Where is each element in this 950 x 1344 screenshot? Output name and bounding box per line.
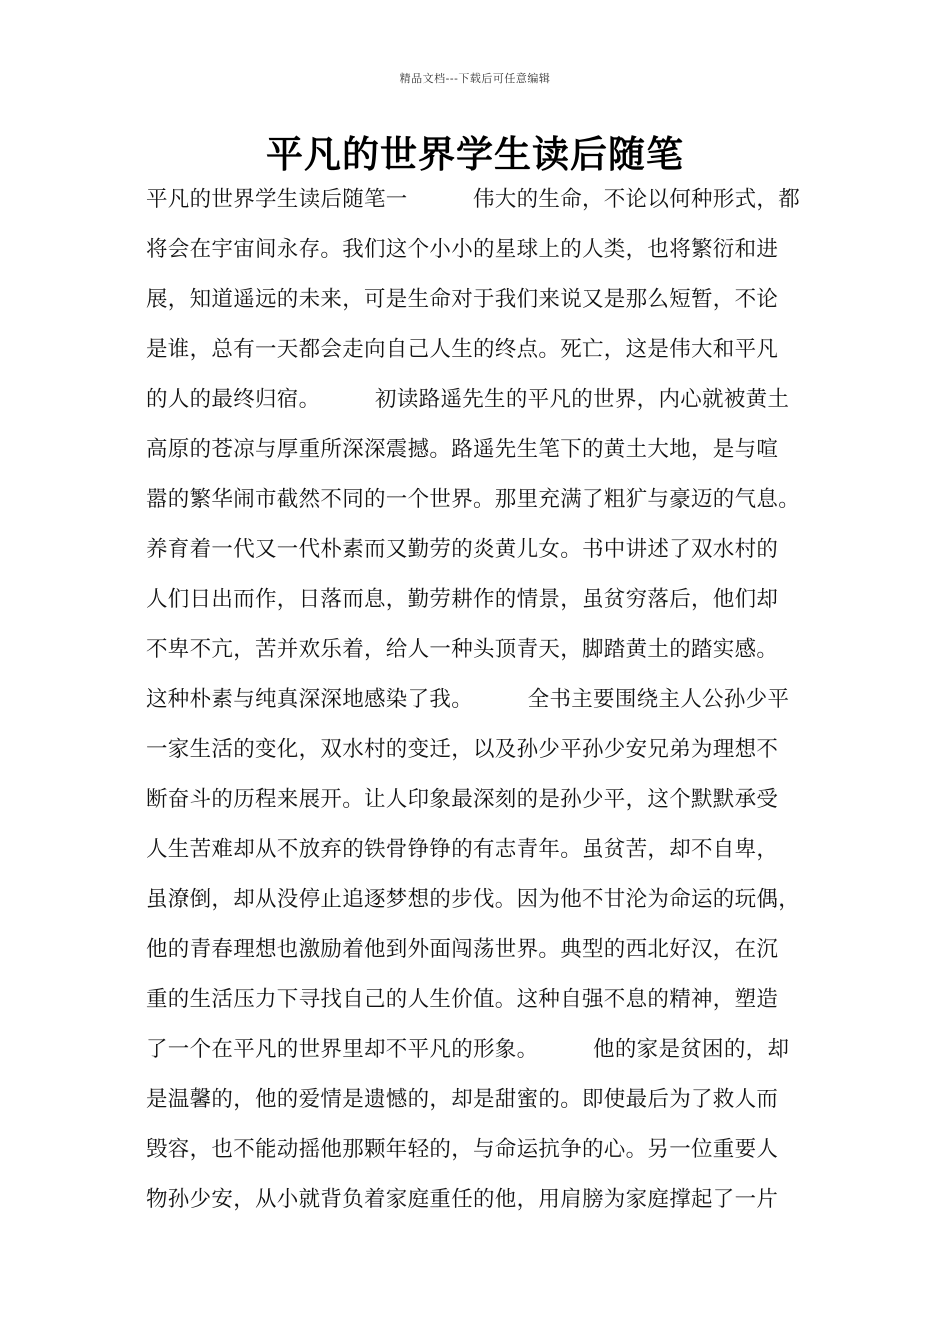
body-line: 人生苦难却从不放弃的铁骨铮铮的有志青年。虽贫苦，却不自卑，	[146, 837, 779, 862]
body-line: 是温馨的，他的爱情是遗憾的，却是甜蜜的。即使最后为了救人而	[146, 1087, 779, 1112]
body-line: 毁容，也不能动摇他那颗年轻的，与命运抗争的心。另一位重要人	[146, 1137, 779, 1162]
body-line: 一家生活的变化，双水村的变迁，以及孙少平孙少安兄弟为理想不	[146, 737, 779, 762]
body-line: 重的生活压力下寻找自己的人生价值。这种自强不息的精神，塑造	[146, 987, 779, 1012]
body-line: 平凡的世界学生读后随笔一 伟大的生命，不论以何种形式，都	[146, 187, 801, 212]
body-line: 人们日出而作，日落而息，勤劳耕作的情景，虽贫穷落后，他们却	[146, 587, 779, 612]
body-line: 养育着一代又一代朴素而又勤劳的炎黄儿女。书中讲述了双水村的	[146, 537, 779, 562]
body-line: 物孙少安，从小就背负着家庭重任的他，用肩膀为家庭撑起了一片	[146, 1187, 779, 1212]
page-header: 精品文档---下载后可任意编辑	[399, 72, 551, 85]
body-line: 将会在宇宙间永存。我们这个小小的星球上的人类，也将繁衍和进	[146, 237, 779, 262]
body-line: 他的青春理想也激励着他到外面闯荡世界。典型的西北好汉，在沉	[146, 937, 779, 962]
body-line: 这种朴素与纯真深深地感染了我。 全书主要围绕主人公孙少平	[146, 687, 790, 712]
body-line: 展，知道遥远的未来，可是生命对于我们来说又是那么短暂，不论	[146, 287, 779, 312]
body-text	[146, 181, 836, 1231]
body-line: 高原的苍凉与厚重所深深震撼。路遥先生笔下的黄土大地，是与喧	[146, 437, 779, 462]
body-line: 断奋斗的历程来展开。让人印象最深刻的是孙少平，这个默默承受	[146, 787, 779, 812]
body-line: 的人的最终归宿。 初读路遥先生的平凡的世界，内心就被黄土	[146, 387, 790, 412]
body-line: 不卑不亢，苦并欢乐着，给人一种头顶青天，脚踏黄土的踏实感。	[146, 637, 779, 662]
document-title: 平凡的世界学生读后随笔	[266, 132, 684, 176]
body-line: 了一个在平凡的世界里却不平凡的形象。 他的家是贫困的，却	[146, 1037, 790, 1062]
body-line: 虽潦倒，却从没停止追逐梦想的步伐。因为他不甘沦为命运的玩偶，	[146, 887, 801, 912]
body-line: 嚣的繁华闹市截然不同的一个世界。那里充满了粗犷与豪迈的气息。	[146, 487, 801, 512]
body-line: 是谁，总有一天都会走向自己人生的终点。死亡，这是伟大和平凡	[146, 337, 779, 362]
